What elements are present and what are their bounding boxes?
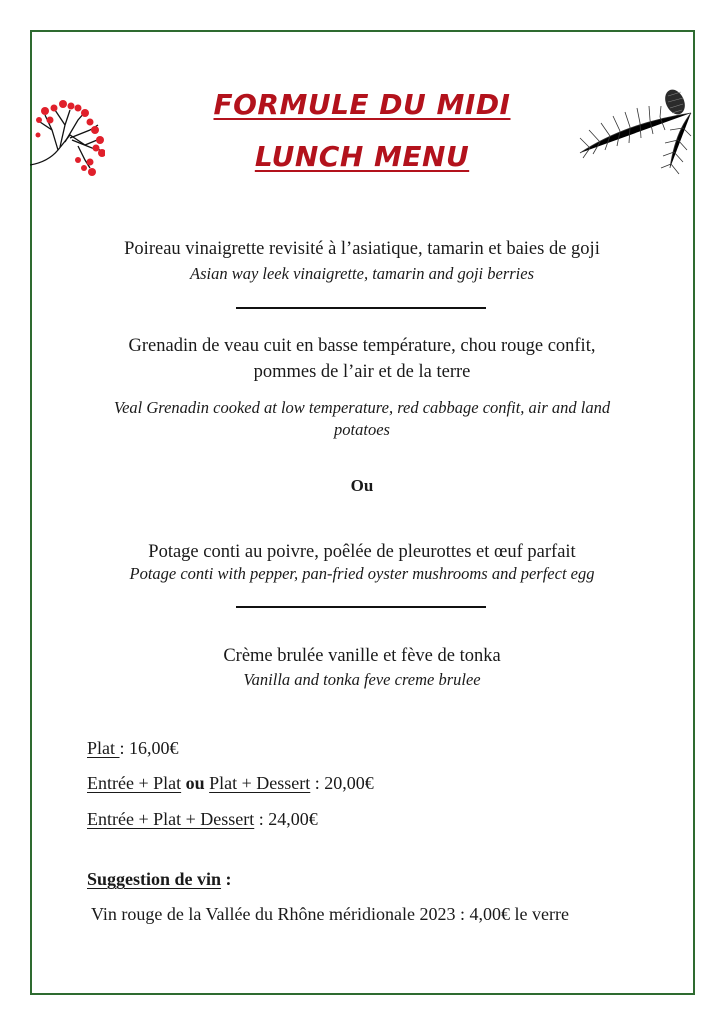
price-or: ou [181,773,210,793]
price-label-b: Plat + Dessert [209,773,311,793]
price-label: Entrée + Plat + Dessert [87,809,255,829]
title-lunch-menu: LUNCH MENU [254,140,470,173]
course-main-fr [60,333,664,385]
divider-line [236,606,486,608]
wine-heading [87,869,232,890]
price-plat [87,738,179,759]
price-label: Plat [87,738,120,758]
price-two-courses [87,773,374,794]
price-value: : 16,00€ [119,738,179,758]
wine-suggestion: Vin rouge de la Vallée du Rhône méridionale 2023 : 4,00€ le verre [91,904,569,924]
price-value: : 20,00€ [310,773,374,793]
course-main-fr-line2: pommes de l’air et de la terre [253,362,471,382]
course-starter-en: Asian way leek vinaigrette, tamarin and goji berries [189,264,534,283]
or-separator: Ou [350,476,374,495]
course-alt-fr: Potage conti au poivre, poêlée de pleurottes et œuf parfait [148,542,576,562]
course-main-en-line2: potatoes [334,420,390,439]
course-alt-en: Potage conti with pepper, pan-fried oyster mushrooms and perfect egg [129,564,595,583]
title-formule-du-midi: FORMULE DU MIDI [213,88,511,121]
wine-heading-suffix: : [221,869,232,889]
course-starter-fr: Poireau vinaigrette revisité à l’asiatique, tamarin et baies de goji [124,239,600,259]
course-main-en [60,397,664,441]
divider-line [236,307,486,309]
price-label-a: Entrée + Plat [87,773,182,793]
course-main-fr-line1: Grenadin de veau cuit en basse température, chou rouge confit, [128,336,596,356]
course-dessert-fr: Crème brulée vanille et fève de tonka [223,646,501,666]
course-dessert-en: Vanilla and tonka feve creme brulee [243,670,481,689]
price-value: : 24,00€ [254,809,318,829]
course-main-en-line1: Veal Grenadin cooked at low temperature, red cabbage confit, air and land [113,398,611,417]
price-three-courses [87,809,318,830]
wine-heading-label: Suggestion de vin [87,869,222,889]
